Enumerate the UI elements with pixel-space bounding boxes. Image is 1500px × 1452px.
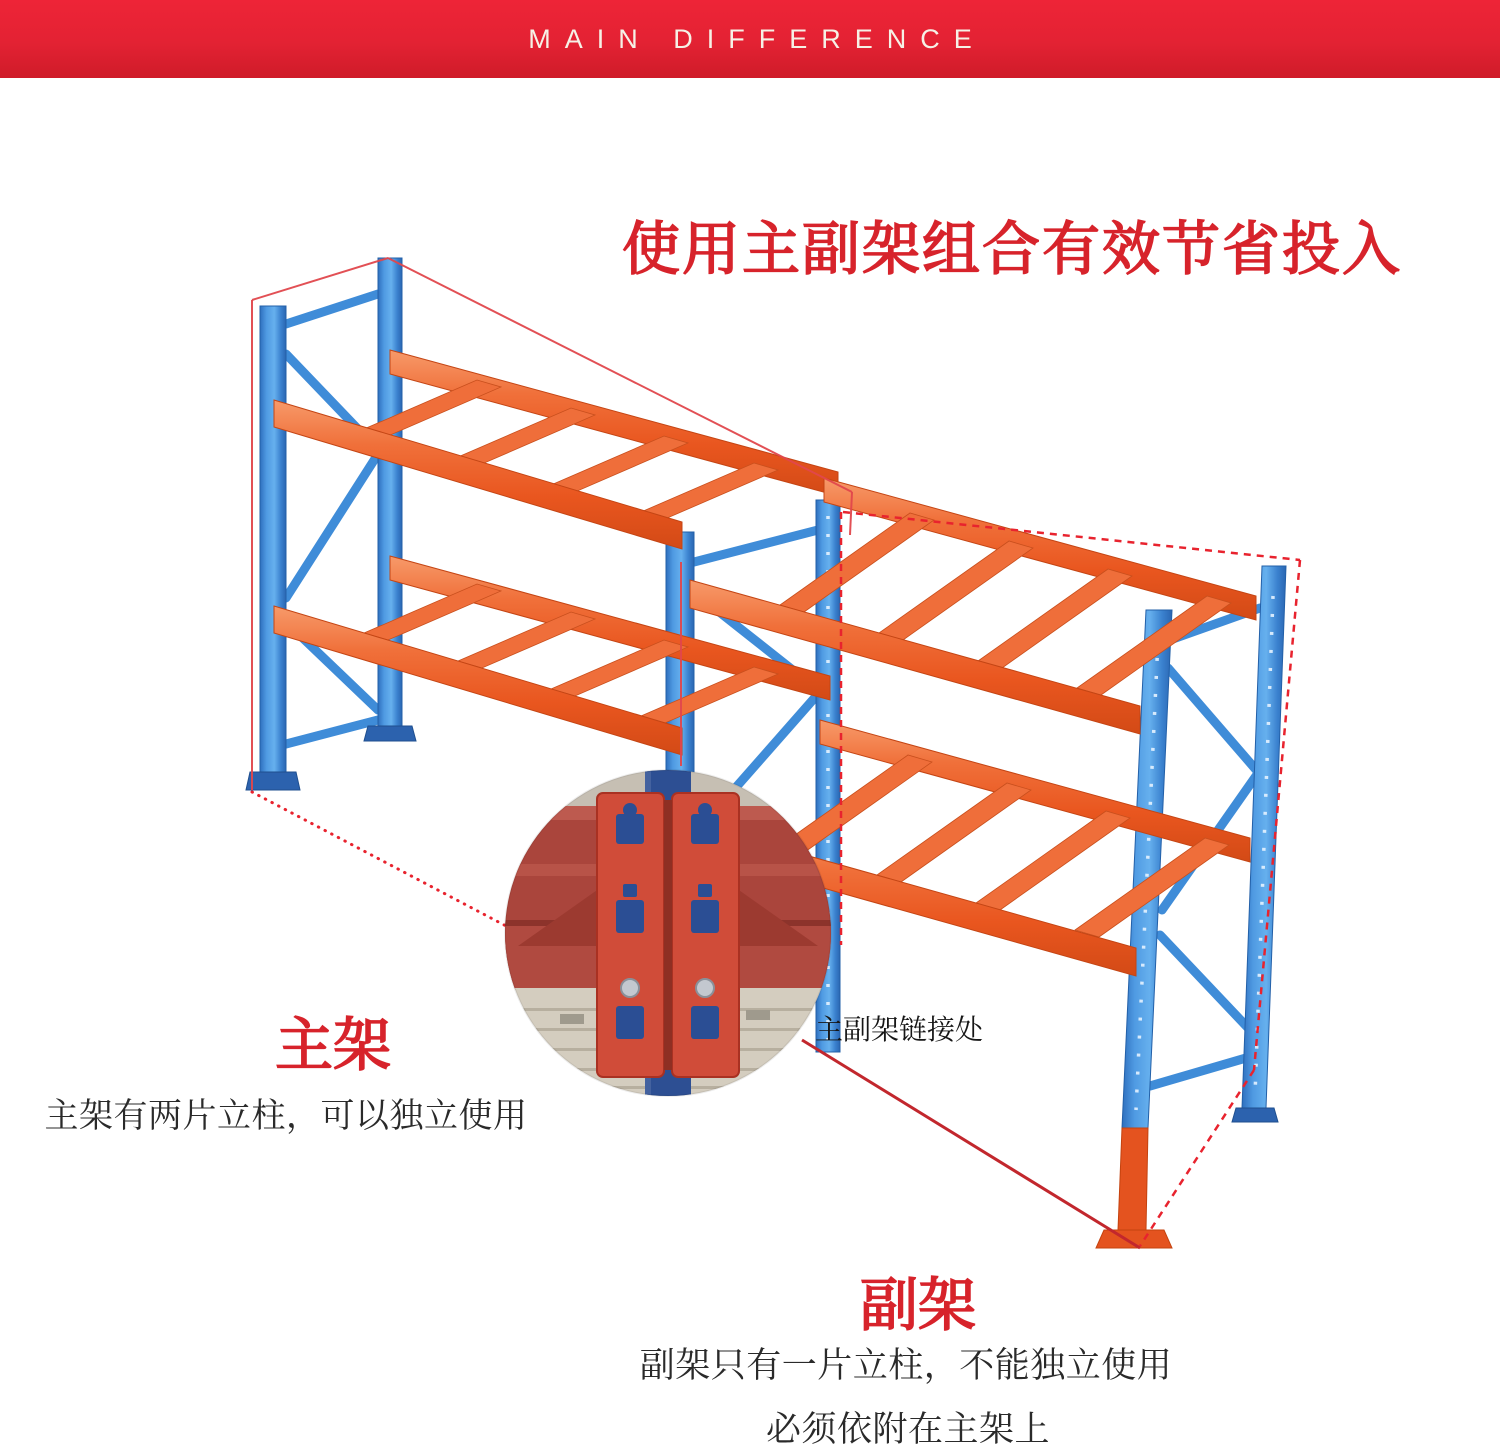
banner-title: MAIN DIFFERENCE [528, 23, 986, 54]
sub-frame-description-line1: 副架只有一片立柱，不能独立使用 [639, 1346, 1173, 1385]
main-frame-left-upright [246, 258, 416, 790]
main-frame-description: 主架有两片立柱，可以独立使用 [44, 1097, 528, 1135]
connection-label: 主副架链接处 [815, 1014, 984, 1045]
headline: 使用主副架组合有效节省投入 [621, 217, 1403, 282]
sub-frame-orange-foot [1118, 1128, 1148, 1230]
sub-frame-label: 副架 [859, 1273, 977, 1338]
connection-inset [505, 770, 831, 1098]
leader-line [802, 1040, 1140, 1248]
sub-frame-description-line2: 必须依附在主架上 [765, 1410, 1051, 1449]
main-frame-label: 主架 [274, 1013, 392, 1078]
